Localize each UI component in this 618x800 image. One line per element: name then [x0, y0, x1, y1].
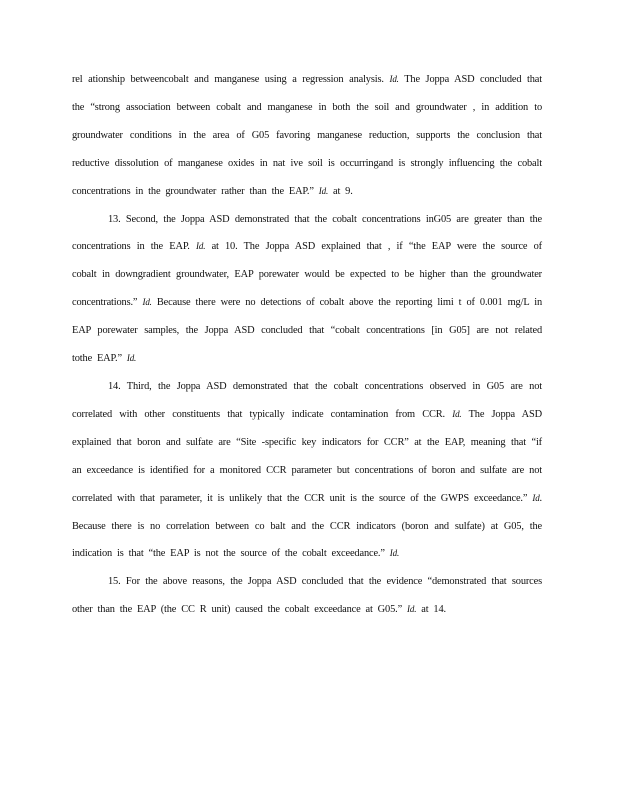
- citation: Id.: [142, 297, 152, 308]
- text-run: at 10. The Joppa ASD explained that , if “the EAP were the source of cobalt in downgradient groundwater, EAP porewater would be expected to be higher than the groundwater concentrations.”: [72, 241, 542, 309]
- text-run: The Joppa ASD concluded that the “strong association between cobalt and manganese in both the soil and groundwater , in addition to groundwater conditions in the area of G05 favoring manganese reduction, supports the conclusion that reductive dissolution of manganese oxides in nat ive soil is occurringand is strongly influencing the cobalt concentrations in the groundwater rather than the EAP.”: [72, 74, 543, 197]
- text-run: The Joppa ASD explained that boron and sulfate are “Site -specific key indicators for CCR” at the EAP, meaning that “if an exceedance is identified for a monitored CCR parameter but concentrations of boron and sulfate are not correlated with that parameter, it is unlikely that the CCR unit is the source of the GWPS exceedance.”: [72, 408, 542, 504]
- citation: Id.: [407, 604, 417, 615]
- body-text: [72, 66, 542, 624]
- paragraph-p-13: [72, 206, 542, 373]
- text-run: 13. Second, the Joppa ASD demonstrated that the cobalt concentrations inG05 are greater than the concentrations in the EAP.: [72, 213, 542, 253]
- text-run: . Because there is no correlation between co balt and the CCR indicators (boron and sulfate) at G05, the indication is that “the EAP is not the source of the cobalt exceedance.”: [72, 492, 542, 560]
- citation: Id: [532, 492, 540, 503]
- paragraph-p-14: [72, 373, 542, 568]
- citation: Id.: [452, 408, 462, 419]
- citation: Id.: [196, 241, 206, 252]
- citation: Id.: [318, 185, 329, 196]
- paragraph-p-cont: [72, 66, 542, 206]
- citation: Id.: [126, 353, 137, 364]
- text-run: 14. Third, the Joppa ASD demonstrated that the cobalt concentrations observed in G05 are not correlated with other constituents that typically indicate contamination from CCR.: [72, 380, 542, 420]
- citation: Id.: [389, 548, 400, 559]
- paragraph-p-15: [72, 568, 542, 624]
- text-run: rel ationship betweencobalt and manganese using a regression analysis.: [72, 74, 390, 85]
- text-run: 15. For the above reasons, the Joppa ASD concluded that the evidence “demonstrated that sources other than the EAP (the CC R unit) caused the cobalt exceedance at G05.”: [72, 576, 542, 616]
- text-run: at 9.: [328, 185, 353, 197]
- text-run: Because there were no detections of cobalt above the reporting limi t of 0.001 mg/L in EAP porewater samples, the Joppa ASD concluded that “cobalt concentrations [in G05] are not related tothe EAP.”: [72, 297, 542, 365]
- text-run: at 14.: [416, 604, 446, 616]
- citation: Id.: [389, 74, 399, 84]
